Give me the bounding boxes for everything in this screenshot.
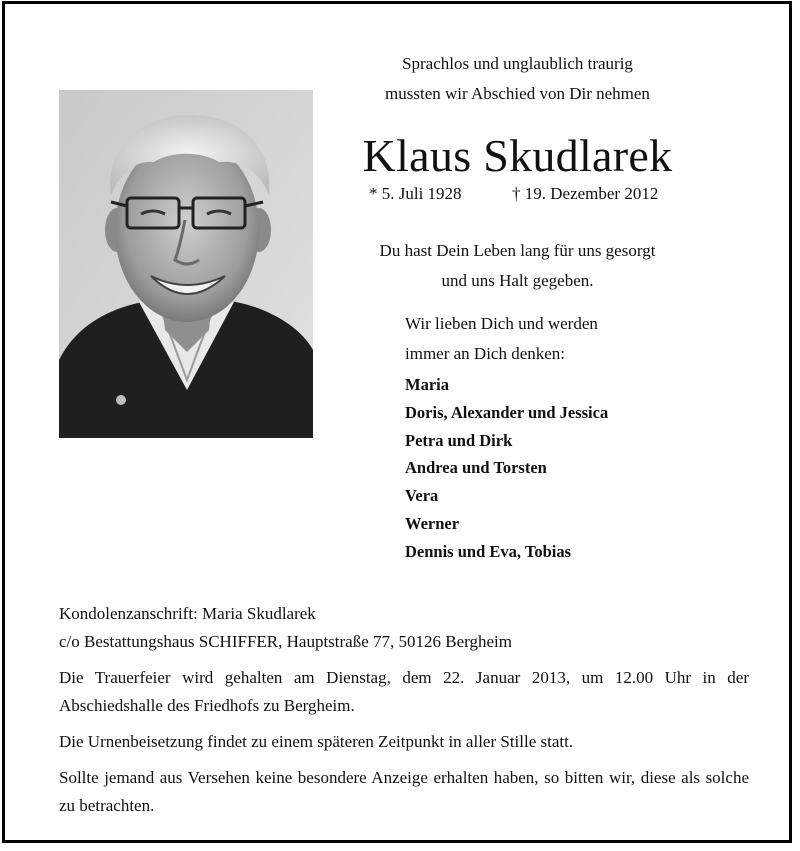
- footer-text: [59, 600, 749, 820]
- love-text: [405, 309, 598, 369]
- birth-date: * 5. Juli 1928: [369, 184, 462, 203]
- death-date: † 19. Dezember 2012: [512, 184, 659, 203]
- family-member: Andrea und Torsten: [405, 458, 547, 478]
- family-member: Vera: [405, 486, 439, 506]
- family-member: Petra und Dirk: [405, 430, 513, 450]
- obituary-frame: [2, 1, 792, 843]
- intro-line-2: mussten wir Abschied von Dir nehmen: [385, 84, 650, 103]
- condolence-address: Kondolenzanschrift: Maria Skudlarek: [59, 604, 316, 623]
- funeral-home-address: c/o Bestattungshaus SCHIFFER, Hauptstraße 77, 50126 Bergheim: [59, 632, 512, 651]
- urn-notice: Die Urnenbeisetzung findet zu einem späteren Zeitpunkt in aller Stille statt.: [59, 732, 574, 751]
- love-line-2: immer an Dich denken:: [405, 344, 566, 363]
- family-list: [405, 371, 608, 566]
- intro-text: [345, 49, 690, 109]
- family-member: Werner: [405, 513, 460, 533]
- deceased-name: Klaus Skudlarek: [362, 130, 673, 181]
- family-member: Maria: [405, 375, 449, 394]
- ceremony-notice: Die Trauerfeier wird gehalten am Dienstag, dem 22. Januar 2013, um 12.00 Uhr in der Abschiedshalle des Friedhofs zu Bergheim.: [59, 668, 749, 715]
- family-member: Doris, Alexander und Jessica: [405, 402, 609, 422]
- memorial-quote: [345, 236, 690, 296]
- family-member: Dennis und Eva, Tobias: [405, 541, 572, 561]
- notification-notice: Sollte jemand aus Versehen keine besondere Anzeige erhalten haben, so bitten wir, diese als solche zu betrachten.: [59, 768, 749, 815]
- love-line-1: Wir lieben Dich und werden: [405, 314, 598, 333]
- intro-line-1: Sprachlos und unglaublich traurig: [402, 54, 633, 73]
- portrait-photo: [59, 90, 313, 438]
- quote-line-2: und uns Halt gegeben.: [441, 271, 594, 290]
- quote-line-1: Du hast Dein Leben lang für uns gesorgt: [379, 241, 656, 260]
